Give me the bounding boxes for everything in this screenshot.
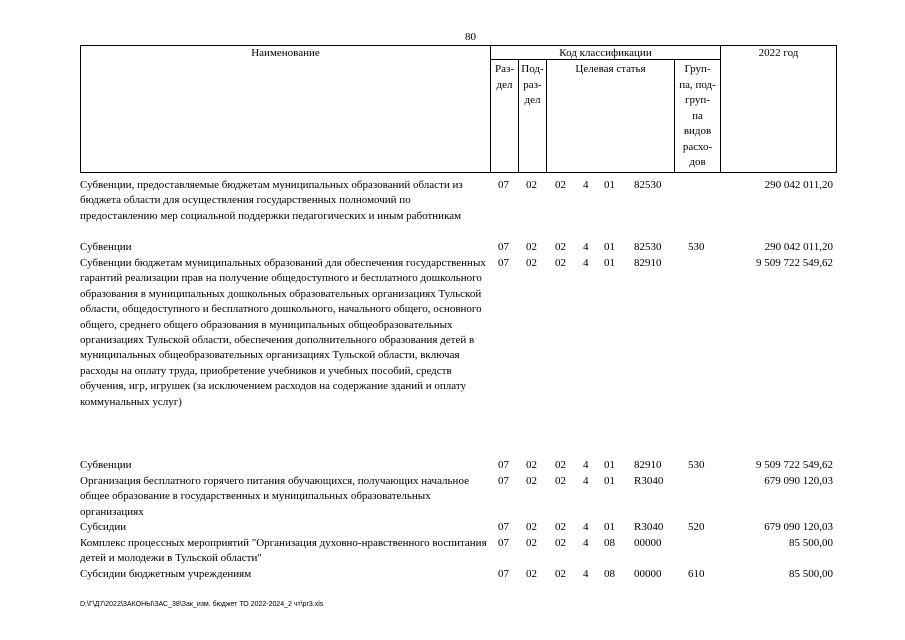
cell-target-program: 02 bbox=[555, 459, 566, 471]
row-name: Комплекс процессных мероприятий "Организация духовно-нравственного воспитания детей и молодежи в Тульской области" bbox=[80, 537, 487, 565]
cell-target-program: 02 bbox=[555, 537, 566, 549]
cell-target-main: 01 bbox=[604, 241, 615, 253]
cell-section: 07 bbox=[498, 568, 509, 580]
cell-expense-group: 530 bbox=[688, 241, 705, 253]
cell-subsection: 02 bbox=[526, 179, 537, 191]
row-name: Субвенции bbox=[80, 241, 132, 253]
cell-expense-group: 520 bbox=[688, 521, 705, 533]
cell-target-direction: 82530 bbox=[634, 241, 662, 253]
cell-amount: 679 090 120,03 bbox=[764, 521, 833, 533]
file-path-footer: D:\Г\Д7\2022\ЗАКОНЫ\ЗАС_38\Зак_изм. бюджет ТО 2022-2024_2 чт\pr3.xls bbox=[80, 601, 324, 608]
header-classification: Код классификации bbox=[559, 47, 652, 59]
header-divider-year bbox=[720, 45, 721, 173]
cell-amount: 9 509 722 549,62 bbox=[756, 257, 833, 269]
cell-target-main: 08 bbox=[604, 568, 615, 580]
cell-target-main: 01 bbox=[604, 475, 615, 487]
cell-target-program: 02 bbox=[555, 241, 566, 253]
cell-amount: 290 042 011,20 bbox=[764, 241, 833, 253]
cell-amount: 85 500,00 bbox=[789, 568, 833, 580]
cell-target-subprogram: 4 bbox=[583, 459, 589, 471]
cell-target-direction: R3040 bbox=[634, 521, 664, 533]
cell-section: 07 bbox=[498, 475, 509, 487]
cell-section: 07 bbox=[498, 257, 509, 269]
cell-target-program: 02 bbox=[555, 475, 566, 487]
header-bottom-border bbox=[80, 172, 837, 173]
header-subsection: Под- раз- дел bbox=[521, 63, 544, 106]
cell-target-program: 02 bbox=[555, 179, 566, 191]
cell-target-subprogram: 4 bbox=[583, 475, 589, 487]
cell-target-direction: 82910 bbox=[634, 257, 662, 269]
row-name: Субсидии bbox=[80, 521, 127, 533]
cell-amount: 679 090 120,03 bbox=[764, 475, 833, 487]
cell-subsection: 02 bbox=[526, 521, 537, 533]
cell-target-direction: 82910 bbox=[634, 459, 662, 471]
cell-target-program: 02 bbox=[555, 568, 566, 580]
header-target-article: Целевая статья bbox=[575, 63, 646, 75]
header-year: 2022 год bbox=[758, 47, 799, 59]
row-name: Субвенции, предоставляемые бюджетам муниципальных образований области из бюджета области для осуществления государственных полномочий по предоставлению мер социальной поддержки педагогических и иным работникам bbox=[80, 179, 463, 222]
cell-target-main: 01 bbox=[604, 521, 615, 533]
cell-target-direction: 00000 bbox=[634, 568, 662, 580]
cell-target-program: 02 bbox=[555, 257, 566, 269]
cell-target-subprogram: 4 bbox=[583, 241, 589, 253]
cell-target-subprogram: 4 bbox=[583, 179, 589, 191]
page-number: 80 bbox=[465, 31, 476, 43]
row-name: Субвенции bbox=[80, 459, 132, 471]
cell-subsection: 02 bbox=[526, 257, 537, 269]
row-name: Субсидии бюджетным учреждениям bbox=[80, 568, 252, 580]
cell-section: 07 bbox=[498, 179, 509, 191]
cell-target-main: 01 bbox=[604, 459, 615, 471]
header-left-border bbox=[80, 45, 81, 173]
cell-expense-group: 530 bbox=[688, 459, 705, 471]
header-expense-group: Груп- па, под- груп- па видов расхо- дов bbox=[679, 63, 716, 168]
cell-target-subprogram: 4 bbox=[583, 257, 589, 269]
cell-target-program: 02 bbox=[555, 521, 566, 533]
cell-subsection: 02 bbox=[526, 241, 537, 253]
cell-section: 07 bbox=[498, 459, 509, 471]
cell-subsection: 02 bbox=[526, 459, 537, 471]
cell-target-subprogram: 4 bbox=[583, 537, 589, 549]
cell-target-subprogram: 4 bbox=[583, 568, 589, 580]
cell-target-direction: 82530 bbox=[634, 179, 662, 191]
cell-section: 07 bbox=[498, 537, 509, 549]
cell-amount: 85 500,00 bbox=[789, 537, 833, 549]
cell-target-main: 01 bbox=[604, 257, 615, 269]
header-section: Раз- дел bbox=[494, 63, 514, 91]
cell-target-main: 08 bbox=[604, 537, 615, 549]
cell-section: 07 bbox=[498, 521, 509, 533]
cell-target-main: 01 bbox=[604, 179, 615, 191]
cell-target-direction: 00000 bbox=[634, 537, 662, 549]
cell-amount: 290 042 011,20 bbox=[764, 179, 833, 191]
cell-subsection: 02 bbox=[526, 568, 537, 580]
cell-subsection: 02 bbox=[526, 537, 537, 549]
cell-target-subprogram: 4 bbox=[583, 521, 589, 533]
header-name: Наименование bbox=[251, 47, 320, 59]
cell-target-direction: R3040 bbox=[634, 475, 664, 487]
header-right-border bbox=[836, 45, 837, 173]
row-name: Субвенции бюджетам муниципальных образований для обеспечения государственных гарантий реализации прав на получение общедоступного и бесплатного дошкольного образования в муниципальных дошкольных образовательных организациях Тульской области, общедоступного и бесплатного дошкольного, начального общего, основного общего, среднего общего образования в муниципальных общеобразовательных организациях Тульской области, обеспечения дополнительного образования детей в муниципальных общеобразовательных организациях Тульской области, включая расходы на оплату труда, приобретение учебников и учебных пособий, средств обучения, игр, игрушек (за исключением расходов на содержание зданий и оплату коммунальных услуг) bbox=[80, 257, 486, 408]
cell-amount: 9 509 722 549,62 bbox=[756, 459, 833, 471]
cell-section: 07 bbox=[498, 241, 509, 253]
cell-expense-group: 610 bbox=[688, 568, 705, 580]
cell-subsection: 02 bbox=[526, 475, 537, 487]
row-name: Организация бесплатного горячего питания обучающихся, получающих начальное общее образование в государственных и муниципальных образовательных организациях bbox=[80, 475, 469, 518]
